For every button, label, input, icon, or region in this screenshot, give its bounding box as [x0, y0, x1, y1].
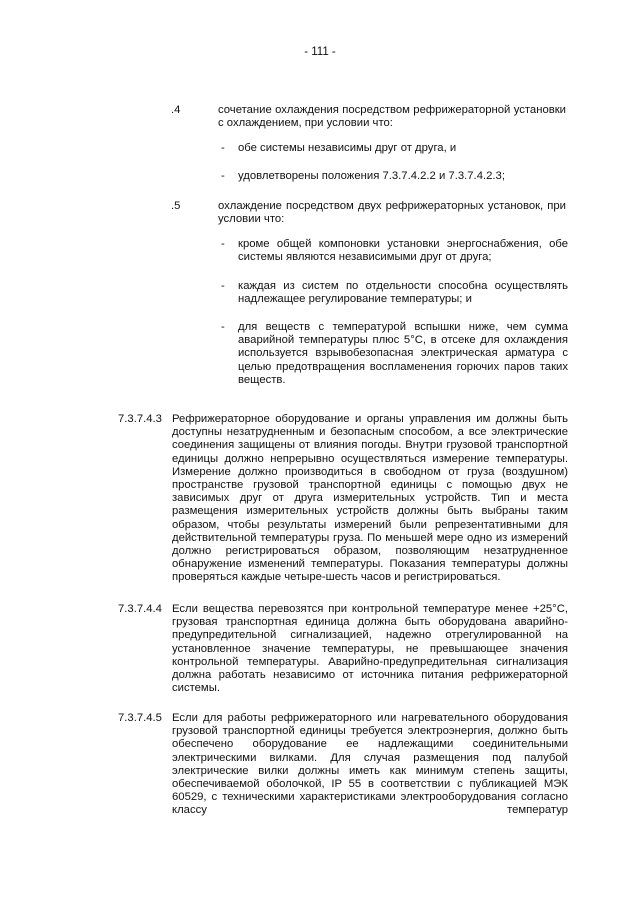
- section-number: 7.3.7.4.3: [118, 413, 162, 425]
- page-number: - 111 -: [304, 46, 336, 58]
- bullet-item: обе системы независимы друг от друга, и: [238, 142, 457, 154]
- bullet-item: для веществ с температурой вспышки ниже, чем сумма аварийной температуры плюс 5°C, в отсеке для охлаждения используется взрывобезопасная электрическая арматура с целью предотвращения воспламенения горючих паров таких веществ.: [238, 321, 568, 386]
- section-text: Рефрижераторное оборудование и органы управления им должны быть доступны незатрудненным и безопасным способом, а все электрические соединения защищены от влияния погоды. Внутри грузовой транспортной единицы должно непрерывно осуществляться измерение температуры. Измерение должно производиться в свободном от груза (воздушном) пространстве грузовой транспортной единицы с помощью двух не зависимых друг от друга измерительных устройств. Тип и места размещения измерительных устройств должны быть выбраны таким образом, чтобы результаты измерений были репрезентативными для действительной температуры груза. По меньшей мере одно из измерений должно регистрироваться образом, позволяющим незатрудненное обнаружение изменений температуры. Показания температуры должны проверяться каждые четыре-шесть часов и регистрироваться.: [172, 413, 568, 584]
- bullet-dash: -: [221, 238, 225, 250]
- section-text: Если вещества перевозятся при контрольной температуре менее +25°C, грузовая транспортная единица должна быть оборудована аварийно-предупредительной сигнализацией, надежно отрегулированной на установленное значение температуры, не превышающее значения контрольной температуры. Аварийно-предупредительная сигнализация должна работать независимо от источника питания рефрижераторной системы.: [172, 603, 568, 695]
- item-marker-5: .5: [171, 200, 181, 212]
- bullet-dash: -: [221, 321, 225, 333]
- bullet-item: удовлетворены положения 7.3.7.4.2.2 и 7.3.7.4.2.3;: [238, 170, 505, 182]
- item-intro-5: охлаждение посредством двух рефрижераторных установок, при условии что:: [218, 200, 566, 226]
- bullet-dash: -: [221, 170, 225, 182]
- bullet-item: каждая из систем по отдельности способна осуществлять надлежащее регулирование температуры; и: [238, 280, 568, 306]
- section-text: Если для работы рефрижераторного или нагревательного оборудования грузовой транспортной единицы требуется электроэнергия, должно быть обеспечено оборудование ее надлежащими соединительными электрическими вилками. Для случая размещения под палубой электрические вилки должны иметь как минимум степень защиты, обеспечиваемой оболочкой, IP 55 в соответствии с публикацией МЭК 60529, с техническими характеристиками электрооборудования согласно классу температур: [172, 712, 568, 817]
- item-marker-4: .4: [171, 104, 181, 116]
- bullet-item: кроме общей компоновки установки энергоснабжения, обе системы являются независимыми друг от друга;: [238, 238, 568, 264]
- item-intro-4: сочетание охлаждения посредством рефрижераторной установки с охлаждением, при условии что:: [218, 104, 566, 130]
- bullet-dash: -: [221, 280, 225, 292]
- bullet-dash: -: [221, 142, 225, 154]
- section-number: 7.3.7.4.4: [118, 603, 162, 615]
- section-number: 7.3.7.4.5: [118, 712, 162, 724]
